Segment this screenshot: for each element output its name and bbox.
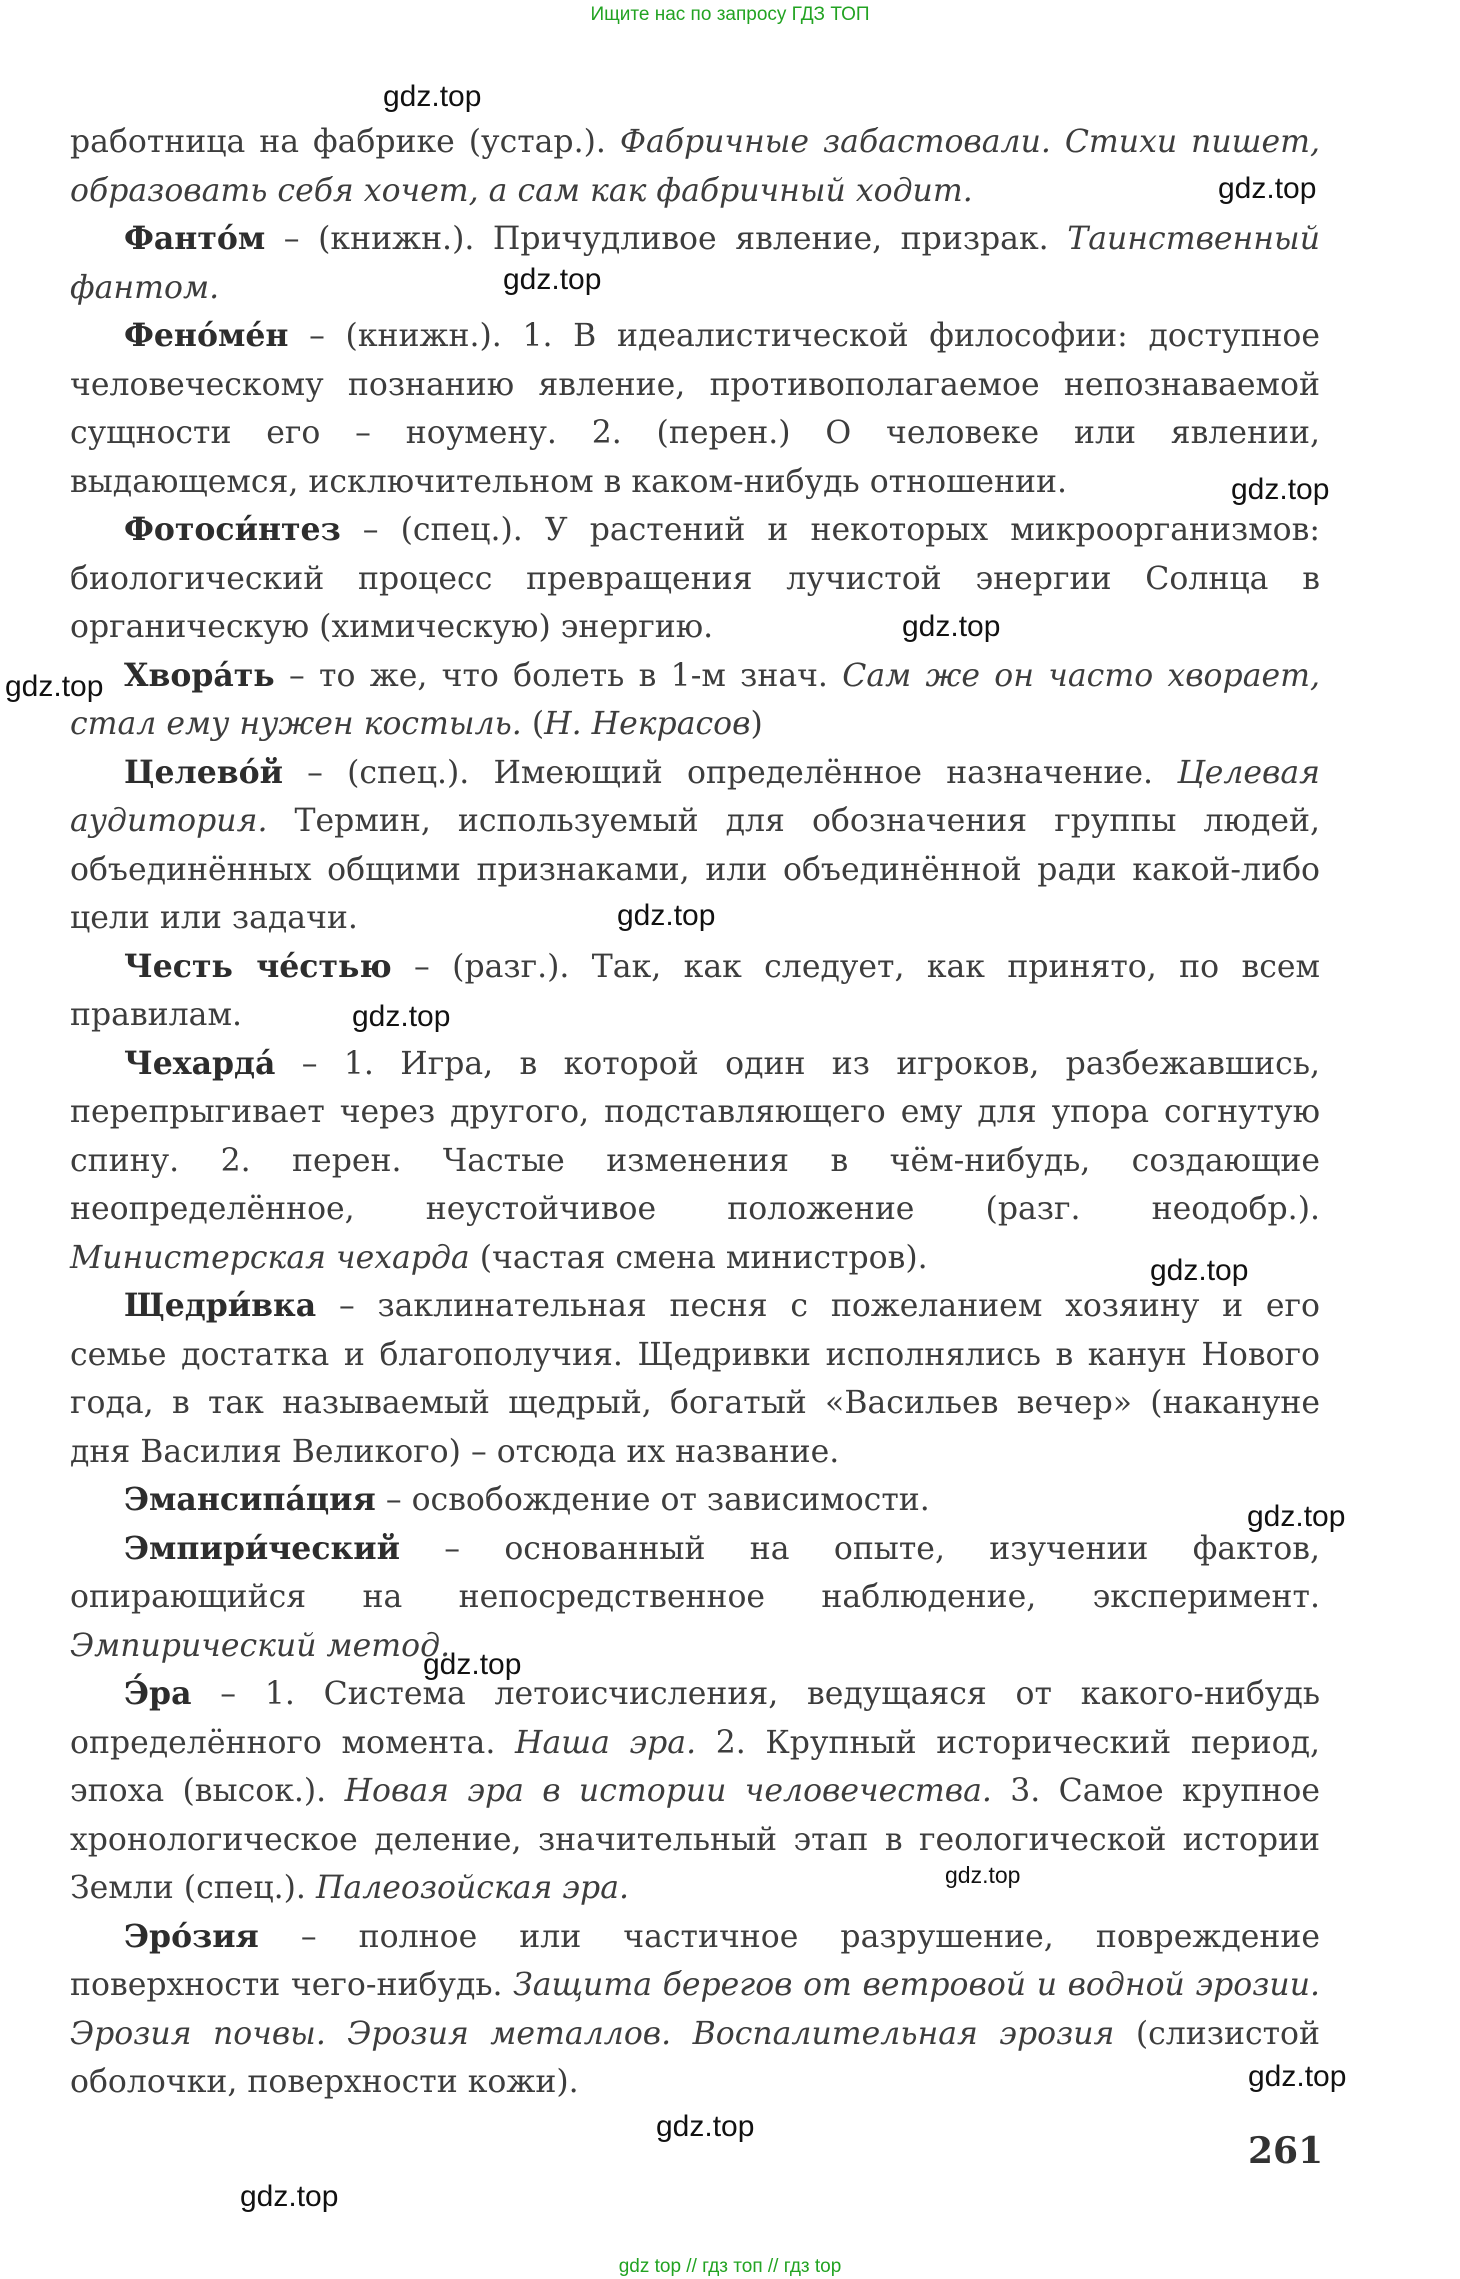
entry-term: Хвора́ть (124, 656, 275, 694)
usage-example: Министерская чехарда (70, 1239, 470, 1276)
entry-khvorat: Хвора́ть – то же, что болеть в 1-м знач. Сам же он часто хворает, стал ему нужен костыль. (Н. Некрасов) (70, 656, 1320, 742)
watermark: gdz.top (240, 2180, 339, 2213)
entry-term: Фено́ме́н (124, 317, 289, 354)
usage-example: Фабричные забастовали. Стихи пишет, образовать себя хочет, а сам как фабричный ходит. (70, 124, 1320, 209)
entry-chekharda: Чехарда́ – 1. Игра, в которой один из игроков, разбежавшись, перепрыгивает через другого, подставляющего ему для упора согнутую спину. 2. перен. Частые изменения в чём-нибудь, создающие неопределённое, неустойчивое положение (разг. неодобр.). Министерская чехарда (частая смена министров). (70, 1044, 1320, 1276)
entry-term: Честь че́стью (124, 947, 392, 985)
dictionary-page (70, 118, 1320, 2107)
watermark: gdz.top (656, 2110, 755, 2143)
entry-emansipatsiya: Эмансипа́ция – освобождение от зависимости. (124, 1481, 930, 1518)
page-number: 261 (1248, 2130, 1324, 2172)
watermark: gdz.top (503, 263, 602, 296)
entry-empiricheskiy: Эмпири́ческий – основанный на опыте, изучении фактов, опирающийся на непосредственное наблюдение, эксперимент. Эмпирический метод. (70, 1529, 1320, 1664)
entry-term: Э́ра (124, 1675, 192, 1712)
watermark: gdz.top (617, 899, 716, 932)
entry-fantom: Фанто́м – (книжн.). Причудливое явление, призрак. Таинственный фантом. (70, 220, 1320, 306)
usage-example: Эмпирический метод. (70, 1627, 451, 1664)
watermark: gdz.top (352, 1000, 451, 1033)
watermark: gdz.top (945, 1862, 1021, 1888)
entry-term: Эмпири́ческий (124, 1529, 400, 1567)
entry-tselevoy: Целево́й – (спец.). Имеющий определённое назначение. Целевая аудитория. Термин, используемый для обозначения группы людей, объединённых общими признаками, или объединённой ради какой-либо цели или задачи. (70, 753, 1320, 936)
entry-term: Эмансипа́ция (124, 1481, 376, 1518)
quote-author: Н. Некрасов (544, 706, 751, 742)
entry-term: Фотоси́нтез (124, 511, 341, 548)
bottom-banner: gdz top // гдз топ // гдз top (618, 2256, 842, 2277)
watermark: gdz.top (1150, 1254, 1249, 1287)
usage-example: Таинственный фантом. (70, 221, 1320, 306)
entry-term: Эро́зия (124, 1917, 259, 1955)
watermark: gdz.top (1247, 1500, 1346, 1533)
entry-term: Целево́й (124, 753, 283, 791)
watermark: gdz.top (1248, 2060, 1347, 2093)
watermark: gdz.top (902, 610, 1001, 643)
entry-shchedrivka: Щедри́вка – заклинательная песня с пожеланием хозяину и его семье достатка и благополучия. Щедривки исполнялись в канун Нового года, в так называемый щедрый, богатый «Васильев вечер» (накануне дня Василия Великого) – отсюда их название. (70, 1287, 1320, 1470)
usage-example: Сам же он часто хворает, стал ему нужен костыль. (70, 657, 1320, 742)
usage-example: Защита берегов от ветровой и водной эрозии. Эрозия почвы. Эрозия металлов. Воспалительная эрозия (70, 1967, 1320, 2052)
entry-eroziya: Эро́зия – полное или частичное разрушение, повреждение поверхности чего-нибудь. Защита берегов от ветровой и водной эрозии. Эрозия почвы. Эрозия металлов. Воспалительная эрозия (слизистой оболочки, поверхности кожи). (70, 1917, 1320, 2100)
entry-fotosintez: Фотоси́нтез – (спец.). У растений и некоторых микроорганизмов: биологический процесс превращения лучистой энергии Солнца в органическую (химическую) энергию. (70, 511, 1320, 645)
usage-example: Целевая аудитория. (70, 754, 1320, 839)
entry-term: Щедри́вка (124, 1287, 317, 1324)
entry-era: Э́ра – 1. Система летоисчисления, ведущаяся от какого-нибудь определённого момента. Наша эра. 2. Крупный исторический период, эпоха (высок.). Новая эра в истории человечества. 3. Самое крупное хронологическое деление, значительный этап в геологической истории Земли (спец.). Палеозойская эра. (70, 1675, 1320, 1906)
entry-term: Чехарда́ (124, 1044, 276, 1082)
watermark: gdz.top (383, 80, 482, 113)
watermark: gdz.top (423, 1648, 522, 1681)
entry-fenomen: Фено́ме́н – (книжн.). 1. В идеалистической философии: доступное человеческому познанию явление, противополагаемое непознаваемой сущности его – ноумену. 2. (перен.) О человеке или явлении, выдающемся, исключительном в каком-нибудь отношении. (70, 317, 1320, 500)
watermark: gdz.top (5, 670, 104, 703)
entry-continuation: работница на фабрике (устар.). Фабричные забастовали. Стихи пишет, образовать себя хочет, а сам как фабричный ходит. (70, 124, 1320, 209)
watermark: gdz.top (1218, 172, 1317, 205)
entry-chest-chestyu: Честь че́стью – (разг.). Так, как следует, как принято, по всем правилам. (70, 947, 1321, 1033)
entry-term: Фанто́м (124, 220, 266, 257)
usage-example: Новая эра в истории человечества. (344, 1773, 992, 1809)
top-banner: Ищите нас по запросу ГДЗ ТОП (590, 4, 870, 25)
watermark: gdz.top (1231, 473, 1330, 506)
usage-example: Наша эра. (514, 1724, 697, 1761)
usage-example: Палеозойская эра. (315, 1870, 629, 1906)
